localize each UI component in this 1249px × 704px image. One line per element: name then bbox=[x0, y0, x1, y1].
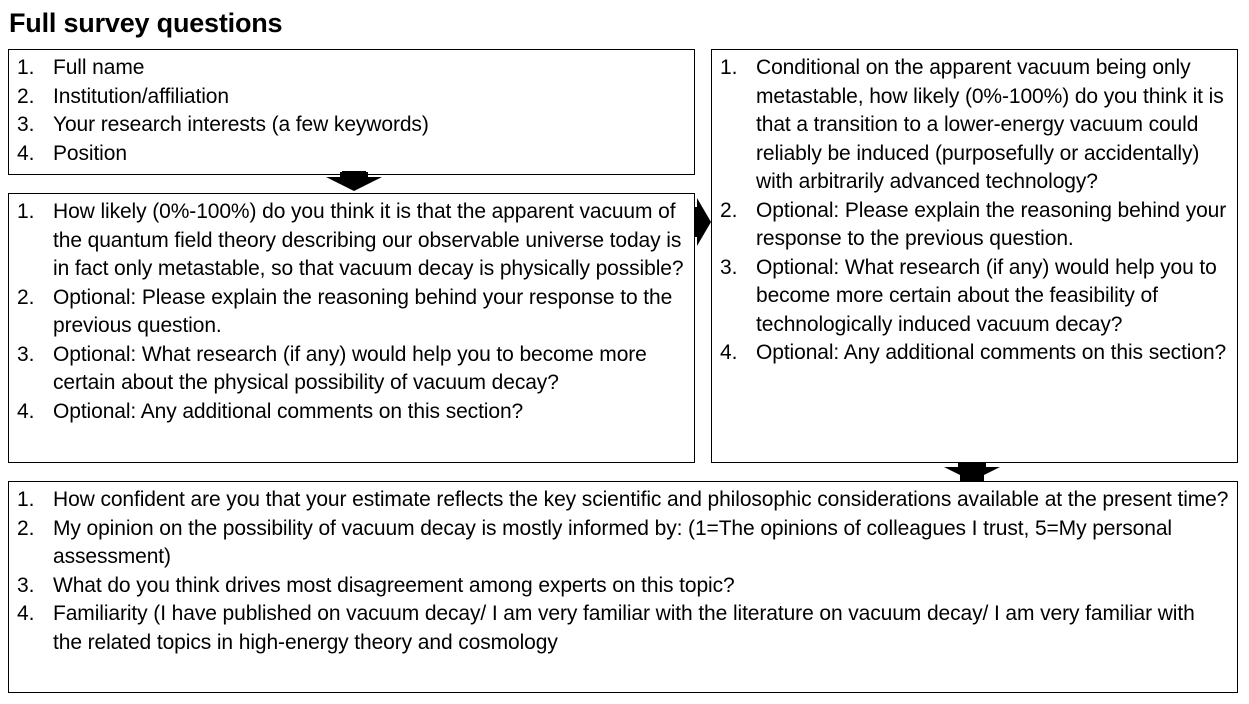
question-item bbox=[17, 341, 686, 398]
question-number: 2. bbox=[17, 84, 35, 108]
question-item bbox=[720, 54, 1229, 197]
question-number: 3. bbox=[17, 113, 35, 136]
question-number: 2. bbox=[720, 198, 738, 222]
page-title: Full survey questions bbox=[9, 8, 283, 38]
section-metastability bbox=[8, 193, 695, 463]
question-text: Optional: Any additional comments on this section? bbox=[53, 399, 524, 423]
question-number: 3. bbox=[17, 342, 35, 366]
question-item bbox=[720, 197, 1229, 254]
section-induced-decay bbox=[711, 49, 1238, 463]
arrow-down-icon bbox=[326, 177, 382, 191]
question-text: Your research interests (a few keywords) bbox=[53, 113, 429, 136]
question-number: 1. bbox=[720, 56, 738, 79]
question-number: 3. bbox=[720, 255, 738, 279]
question-item bbox=[17, 284, 686, 341]
question-item bbox=[17, 600, 1229, 657]
question-number: 4. bbox=[720, 341, 738, 364]
question-item bbox=[17, 111, 686, 140]
question-item bbox=[720, 339, 1229, 368]
question-list bbox=[9, 482, 1237, 657]
arrow-right-icon bbox=[697, 198, 711, 246]
question-number: 3. bbox=[17, 573, 35, 597]
question-number: 2. bbox=[17, 516, 35, 540]
question-number: 4. bbox=[17, 602, 35, 625]
question-text: Familiarity (I have published on vacuum decay/ I am very familiar with the literature on vacuum decay/ I am very familiar with the related topics in high-energy theory and cosmology bbox=[53, 602, 1195, 654]
question-number: 2. bbox=[17, 285, 35, 309]
question-item bbox=[17, 515, 1229, 572]
question-number: 1. bbox=[17, 200, 35, 223]
question-text: Full name bbox=[53, 56, 145, 79]
question-list bbox=[712, 50, 1237, 368]
question-text: Optional: What research (if any) would help you to become more certain about the feasibility of technologically induced vacuum decay? bbox=[756, 255, 1217, 336]
question-text: How confident are you that your estimate reflects the key scientific and philosophic considerations available at the present time? bbox=[53, 488, 1229, 511]
question-item bbox=[720, 254, 1229, 340]
question-text: My opinion on the possibility of vacuum decay is mostly informed by: (1=The opinions of colleagues I trust, 5=My personal assessment) bbox=[53, 516, 1172, 568]
question-number: 1. bbox=[17, 56, 35, 79]
question-text: Optional: Please explain the reasoning behind your response to the previous question. bbox=[53, 285, 673, 337]
question-item bbox=[17, 398, 686, 427]
question-text: Optional: Any additional comments on this section? bbox=[756, 341, 1227, 364]
question-item bbox=[17, 572, 1229, 601]
question-item bbox=[17, 198, 686, 284]
question-text: Optional: Please explain the reasoning behind your response to the previous question. bbox=[756, 198, 1227, 250]
question-item bbox=[17, 54, 686, 83]
question-text: Institution/affiliation bbox=[53, 84, 229, 108]
question-text: Optional: What research (if any) would help you to become more certain about the physical possibility of vacuum decay? bbox=[53, 342, 647, 394]
question-text: Position bbox=[53, 141, 127, 165]
question-number: 4. bbox=[17, 141, 35, 165]
arrow-down-icon bbox=[944, 467, 1000, 481]
question-list bbox=[9, 194, 694, 426]
question-text: What do you think drives most disagreement among experts on this topic? bbox=[53, 573, 735, 597]
question-text: Conditional on the apparent vacuum being only metastable, how likely (0%-100%) do you think it is that a transition to a lower-energy vacuum could reliably be induced (purposefully or accidentally) with arbitrarily advanced technology? bbox=[756, 56, 1224, 193]
question-item bbox=[17, 83, 686, 112]
question-item bbox=[17, 140, 686, 169]
question-item bbox=[17, 486, 1229, 515]
question-number: 4. bbox=[17, 399, 35, 423]
section-personal-info bbox=[8, 49, 695, 175]
question-number: 1. bbox=[17, 488, 35, 511]
question-text: How likely (0%-100%) do you think it is that the apparent vacuum of the quantum field theory describing our observable universe today is in fact only metastable, so that vacuum decay is physically possible? bbox=[53, 200, 684, 280]
section-confidence bbox=[8, 481, 1238, 693]
question-list bbox=[9, 50, 694, 168]
